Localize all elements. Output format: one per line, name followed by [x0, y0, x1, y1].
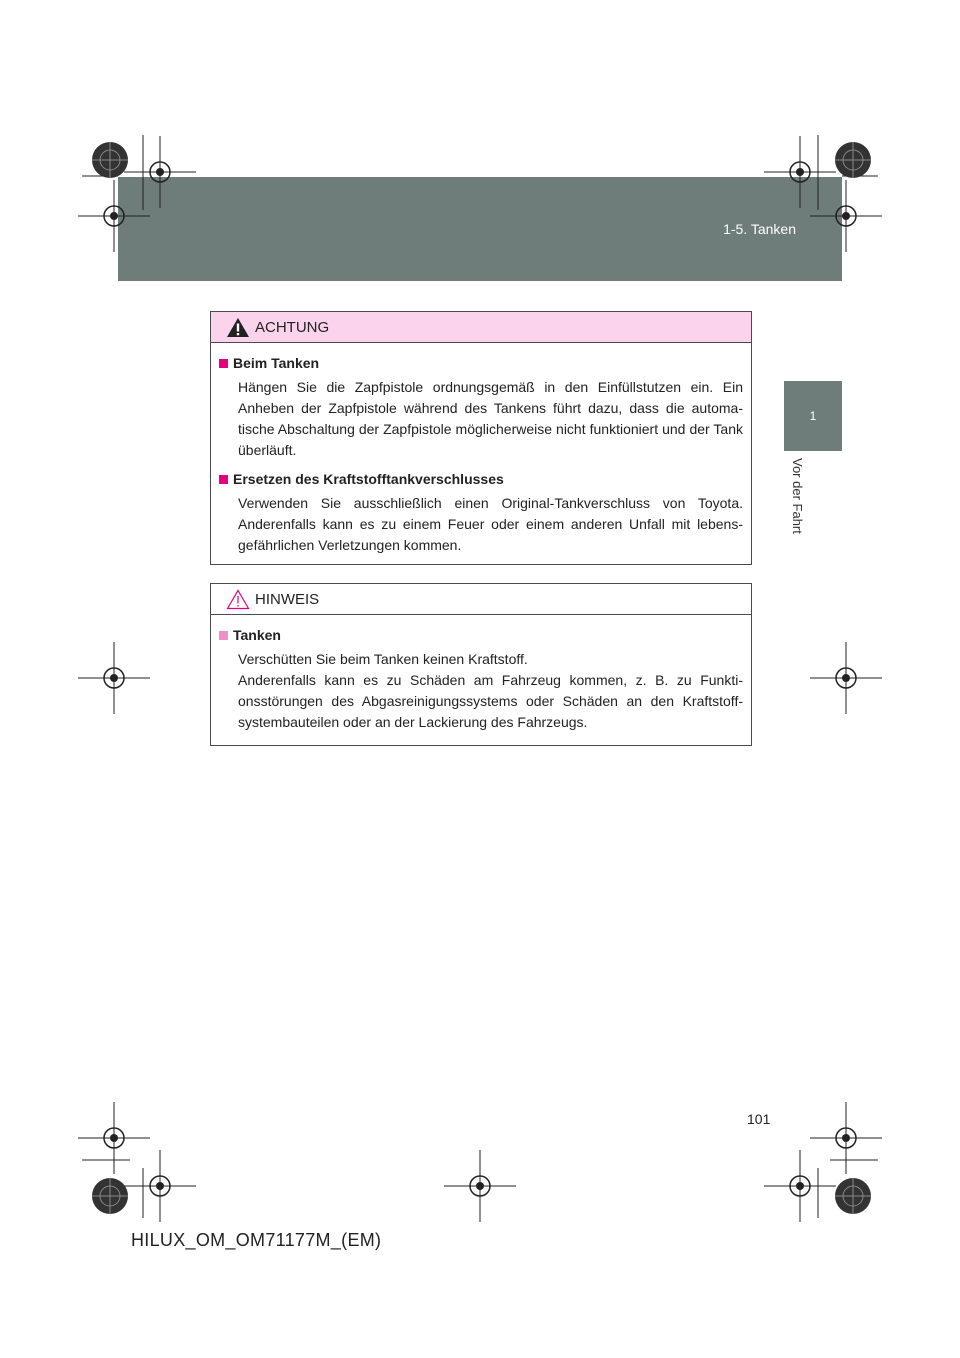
chapter-label: Vor der Fahrt [790, 458, 805, 534]
registration-crosshair-icon [124, 1150, 196, 1222]
registration-crosshair-icon [764, 136, 836, 208]
page-number: 101 [747, 1111, 771, 1127]
warning-item-title-text: Beim Tanken [233, 355, 320, 371]
registration-wheel-icon [833, 140, 873, 180]
warning-item-text: Hängen Sie die Zapfpistole ordnungsgemäß in den Einfüllstutzen ein. Ein Anheben der Zapfpistole während des Tankens führt dazu, dass die automa-tische Abschaltung der Zapfpistole möglicherweise nicht funktioniert und der Tank überläuft. [238, 379, 743, 458]
warning-item-title-text: Ersetzen des Kraftstofftankverschlusses [233, 471, 504, 487]
registration-wheel-icon [833, 1176, 873, 1216]
registration-crosshair-icon [444, 1150, 516, 1222]
registration-crosshair-icon [124, 136, 196, 208]
chapter-number: 1 [809, 409, 817, 423]
registration-crosshair-icon [78, 642, 150, 714]
registration-crosshair-icon [810, 642, 882, 714]
document-code: HILUX_OM_OM71177M_(EM) [131, 1230, 382, 1250]
print-bookline: HILUX_OM_OM71177M_(EM).book Page 101 Wednesday, May 16, 2012 1:28 PM [188, 168, 530, 177]
notice-item-title-text: Tanken [233, 627, 281, 643]
notice-heading: HINWEIS [255, 591, 320, 608]
registration-crosshair-icon [764, 1150, 836, 1222]
notice-item-text: Anderenfalls kann es zu Schäden am Fahrzeug kommen, z. B. zu Funkti-onsstörungen des Abgasreinigungssystems oder Schäden an den Kraftstoff-systembauteilen oder an der Lackierung des Fahrzeugs. [238, 672, 743, 730]
warning-heading: ACHTUNG [255, 319, 330, 336]
warning-item-text: Verwenden Sie ausschließlich einen Original-Tankverschluss von Toyota. Anderenfalls kann es zu einem Feuer oder einem anderen Unfall mit lebens-gefährlichen Verletzungen kommen. [238, 495, 743, 553]
notice-item-line1: Verschütten Sie beim Tanken keinen Kraftstoff. [238, 651, 528, 667]
section-title: 1-5. Tanken [723, 221, 796, 237]
